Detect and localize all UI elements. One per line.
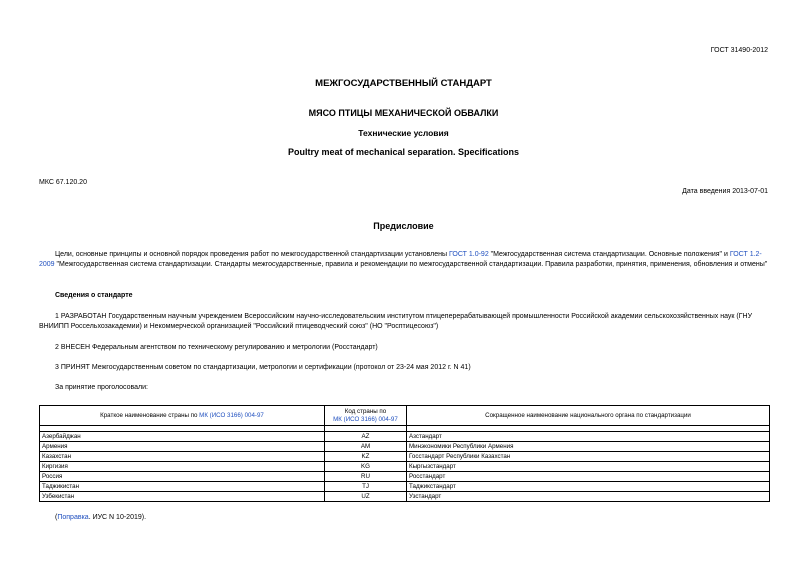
body-cell: Минэкономики Республики Армения [407,442,770,452]
amendment-text: . ИУС N 10-2019). [88,514,147,521]
amendment-text: ( [55,514,58,521]
code-cell: KG [325,462,407,472]
country-cell: Киргизия [40,462,325,472]
table-header-row [40,406,770,426]
voting-countries-table [39,405,770,502]
country-cell: Казахстан [40,452,325,462]
standard-subtitle: Технические условия [358,128,449,138]
body-cell: Росстандарт [407,472,770,482]
country-cell: Армения [40,442,325,452]
introduced-by-paragraph: 2 ВНЕСЕН Федеральным агентством по техническому регулированию и метрологии (Росстандарт) [55,344,378,351]
table-row [40,482,770,492]
mks-code: МКС 67.120.20 [39,179,87,186]
column-header-text: Краткое наименование страны по [100,411,200,419]
body-cell: Азстандарт [407,432,770,442]
column-header-code [325,406,407,426]
standard-type-heading: МЕЖГОСУДАРСТВЕННЫЙ СТАНДАРТ [315,78,492,89]
code-cell: KZ [325,452,407,462]
english-title: Poultry meat of mechanical separation. Specifications [287,147,520,157]
body-cell: Таджикстандарт [407,482,770,492]
paragraph-text: Цели, основные принципы и основной порядок проведения работ по межгосударственной стандартизации установлены [55,251,449,258]
developed-by-paragraph: 1 РАЗРАБОТАН Государственным научным учреждением Всероссийским научно-исследовательским институтом птицеперерабатывающей промышленности Российской академии сельскохозяйственных наук (ГНУ ВНИИПП Россельхозакадемии) и Некоммерческой организацией "Российский птицеводческий союз" (НО "Росптицесоюз") [39,313,753,330]
gost-1-2-2009-link[interactable]: ГОСТ 1.2-2009 [39,251,762,268]
body-cell: Узстандарт [407,492,770,502]
table-row [40,462,770,472]
document-id: ГОСТ 31490-2012 [710,47,768,54]
body-cell: Госстандарт Республики Казахстан [407,452,770,462]
column-header-body: Сокращенное наименование национального органа по стандартизации [407,406,770,426]
foreword-heading: Предисловие [373,221,434,231]
adopted-by-paragraph: 3 ПРИНЯТ Межгосударственным советом по стандартизации, метрологии и сертификации (протокол от 23-24 мая 2012 г. N 41) [55,364,471,371]
standard-info-heading: Сведения о стандарте [55,292,133,299]
foreword-paragraph-1 [39,250,770,270]
introduction-date: Дата введения 2013-07-01 [682,188,768,195]
code-cell: UZ [325,492,407,502]
table-row [40,472,770,482]
code-cell: AZ [325,432,407,442]
mk-iso-3166-link[interactable]: МК (ИСО 3166) 004-97 [199,411,264,419]
body-cell: Кыргызстандарт [407,462,770,472]
column-header-text: Код страны по [344,407,387,415]
code-cell: RU [325,472,407,482]
mk-iso-3166-link[interactable]: МК (ИСО 3166) 004-97 [333,415,398,423]
country-cell: Узбекистан [40,492,325,502]
country-cell: Россия [40,472,325,482]
paragraph-text: "Межгосударственная система стандартизации. Стандарты межгосударственные, правила и рекомендации по межгосударственной стандартизации. Правила разработки, принятия, применения, обновления и отмены" [54,261,768,268]
gost-1-0-92-link[interactable]: ГОСТ 1.0-92 [448,251,489,258]
voted-for-paragraph: За принятие проголосовали: [55,384,148,391]
table-row [40,432,770,442]
country-cell: Таджикистан [40,482,325,492]
table-row [40,452,770,462]
column-header-country [40,406,325,426]
amendment-link[interactable]: Поправка [57,514,89,521]
amendment-note [55,514,146,521]
standard-title: МЯСО ПТИЦЫ МЕХАНИЧЕСКОЙ ОБВАЛКИ [308,108,499,118]
country-cell: Азербайджан [40,432,325,442]
paragraph-text: "Межгосударственная система стандартизации. Основные положения" и [488,251,730,258]
code-cell: AM [325,442,407,452]
table-row [40,442,770,452]
table-row [40,492,770,502]
code-cell: TJ [325,482,407,492]
